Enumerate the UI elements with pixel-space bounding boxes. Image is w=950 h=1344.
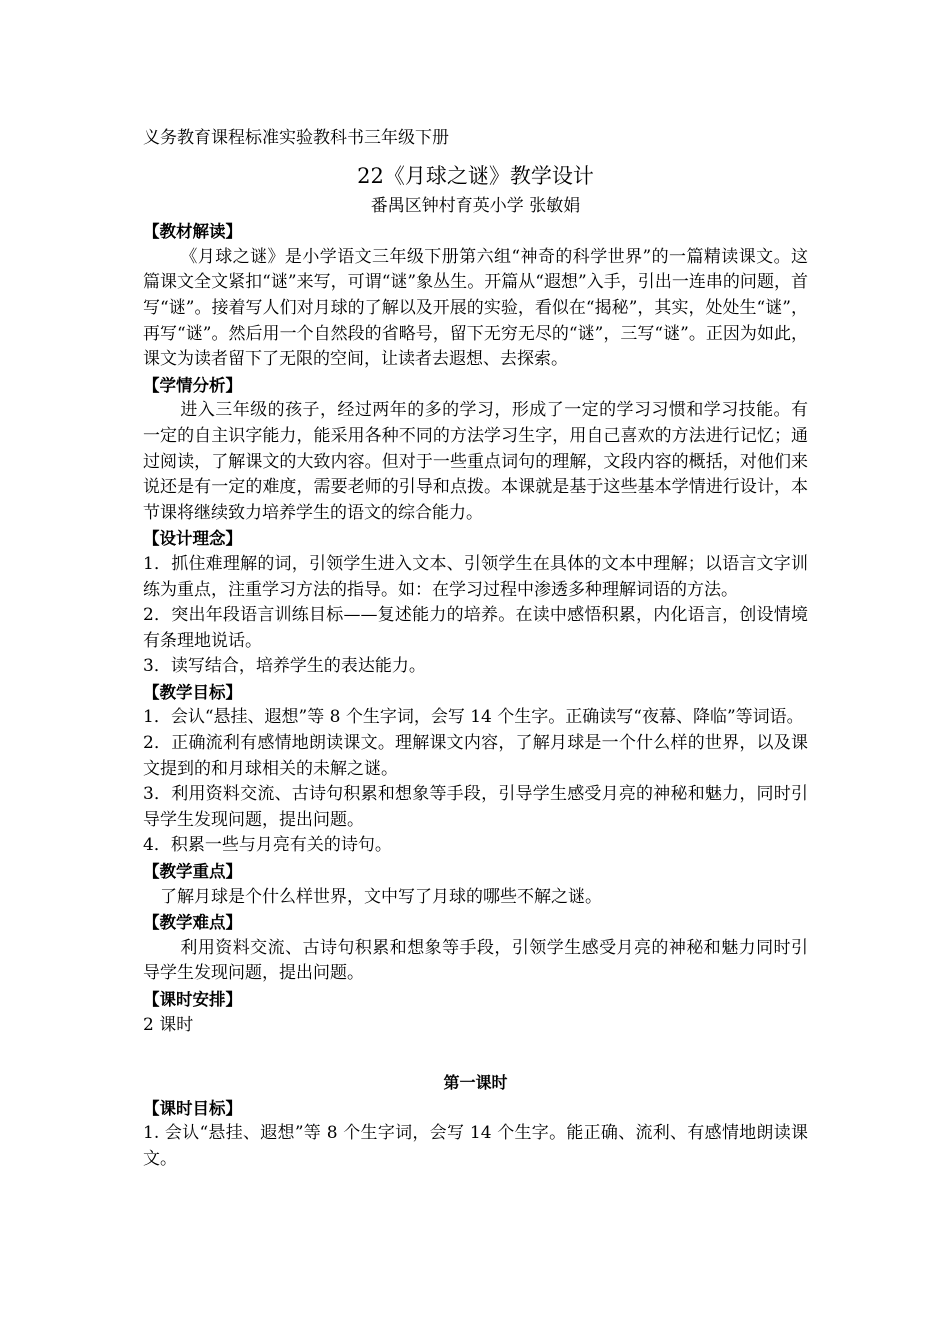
concept-item: 1．抓住难理解的词，引领学生进入文本、引领学生在具体的文本中理解；以语言文字训练为重点，注重学习方法的指导。如：在学习过程中渗透多种理解词语的方法。 — [143, 553, 808, 600]
spacer — [143, 1038, 808, 1064]
goal-item: 1．会认“悬挂、遐想”等 8 个生字词，会写 14 个生字。正确读写“夜幕、降临”等词语。 — [143, 707, 804, 728]
key-points-paragraph: 了解月球是个什么样世界，文中写了月球的哪些不解之谜。 — [160, 886, 602, 907]
author-line: 番禺区钟村育英小学 张敏娟 — [370, 195, 581, 216]
goal-item: 4．积累一些与月亮有关的诗句。 — [143, 835, 392, 856]
document-title: 22《月球之谜》教学设计 — [357, 163, 594, 188]
series-header: 义务教育课程标准实验教科书三年级下册 — [143, 128, 449, 148]
key-points-heading: 【教学重点】 — [143, 862, 242, 882]
materials-paragraph: 《月球之谜》是小学语文三年级下册第六组“神奇的科学世界”的一篇精读课文。这篇课文全文紧扣“谜”来写，可谓“谜”象丛生。开篇从“遐想”入手，引出一连串的问题，首写“谜”。接着写人们对月球的了解以及开展的实验，看似在“揭秘”，其实，处处生“谜”，再写“谜”。然后用一个自然段的省略号，留下无穷无尽的“谜”，三写“谜”。正因为如此，课文为读者留下了无限的空间，让读者去遐想、去探索。 — [143, 246, 808, 370]
goal-item: 3．利用资料交流、古诗句积累和想象等手段，引导学生感受月亮的神秘和魅力，同时引导学生发现问题，提出问题。 — [143, 784, 808, 830]
lesson-goals-heading: 【课时目标】 — [143, 1098, 242, 1118]
goal-item: 2．正确流利有感情地朗读课文。理解课文内容，了解月球是一个什么样的世界，以及课文提到的和月球相关的未解之谜。 — [143, 733, 808, 779]
concept-heading: 【设计理念】 — [143, 529, 242, 549]
concept-item: 2．突出年段语言训练目标——复述能力的培养。在读中感悟积累，内化语言，创设情境有条理地说话。 — [143, 605, 808, 651]
learners-paragraph: 进入三年级的孩子，经过两年的多的学习，形成了一定的学习习惯和学习技能。有一定的自主识字能力，能采用各种不同的方法学习生字，用自己喜欢的方法进行记忆；通过阅读，了解课文的大致内容。但对于一些重点词句的理解，文段内容的概括，对他们来说还是有一定的难度，需要老师的引导和点拨。本课就是基于这些基本学情进行设计，本节课将继续致力培养学生的语文的综合能力。 — [143, 400, 808, 523]
schedule-text: 2 课时 — [143, 1014, 194, 1035]
lesson-goals-paragraph: 1. 会认“悬挂、遐想”等 8 个生字词，会写 14 个生字。能正确、流利、有感情地朗读课文。 — [143, 1123, 808, 1169]
materials-heading: 【教材解读】 — [143, 222, 242, 242]
lesson-one-title: 第一课时 — [443, 1073, 508, 1093]
document-page — [143, 118, 808, 1173]
learners-heading: 【学情分析】 — [143, 375, 242, 395]
difficulty-paragraph: 利用资料交流、古诗句积累和想象等手段，引领学生感受月亮的神秘和魅力同时引导学生发现问题，提出问题。 — [143, 937, 808, 984]
difficulty-heading: 【教学难点】 — [143, 913, 242, 933]
schedule-heading: 【课时安排】 — [143, 990, 242, 1009]
concept-item: 3．读写结合，培养学生的表达能力。 — [143, 656, 426, 677]
goals-heading: 【教学目标】 — [143, 682, 242, 702]
